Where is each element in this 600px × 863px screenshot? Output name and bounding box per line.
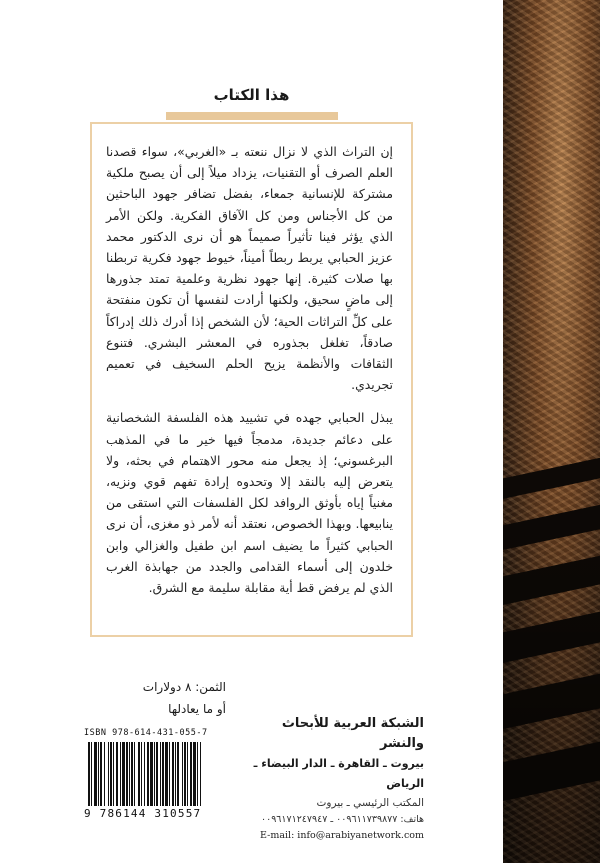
barcode-bar (100, 742, 102, 806)
blurb-paragraph-1: إن التراث الذي لا نزال ننعته بـ «الغربي»، سواء قصدنا العلم الصرف أو التقنيات، يزداد ميلاً إلى أن يصبح ملكية مشتركة للإنسانية جمعاء، بفضل تضافر جهود الباحثين من كل الأجناس ومن كل الآفاق الفكرية. ولكن الأمر الذي يؤثر فينا تأثيراً صميماً هو أن نرى الدكتور محمد عزيز الحبابي يربط ربطاً أميناً، خيوط جهود فكرية تربطنا بها صلات كثيرة. إنها جهود نظرية وعلمية تمتد جذورها إلى ماضٍ سحيق، ولكنها أرادت لنفسها أن تكون منفتحة على كلِّ التراثات الحية؛ لأن الشخص إذا أدرك ذلك إدراكاً صادقاً، تغلغل بجذوره في المعشر البشري. فتنوع الثقافات والأنظمة يزيح الحلم السخيف في تعميم تجريدي. (106, 144, 393, 393)
barcode-bar (147, 742, 149, 806)
publisher-email: E-mail: info@arabiyanetwork.com (260, 830, 424, 841)
barcode-bar (98, 742, 99, 806)
barcode-bar (193, 742, 196, 806)
barcode-bar (172, 742, 174, 806)
isbn-label: ISBN 978-614-431-055-7 (84, 728, 208, 738)
barcode-bar (165, 742, 168, 806)
barcode-bar (182, 742, 183, 806)
barcode-bar (197, 742, 198, 806)
barcode-area (84, 727, 230, 835)
barcode-bar (184, 742, 186, 806)
barcode-graphic (84, 742, 230, 806)
publisher-cities: بيروت ـ القاهرة ـ الدار البيضاء ـ الرياض (253, 757, 424, 790)
barcode-bar (88, 742, 90, 806)
barcode-bar (94, 742, 97, 806)
photo-shade (503, 460, 600, 863)
barcode-bar (144, 742, 145, 806)
barcode-bar (177, 742, 179, 806)
barcode-bar (116, 742, 118, 806)
barcode-bar (122, 742, 125, 806)
barcode-bar (160, 742, 161, 806)
barcode-bar (91, 742, 92, 806)
barcode-bar (162, 742, 164, 806)
barcode-bar (175, 742, 176, 806)
barcode-bar (108, 742, 109, 806)
price-line: الثمن: ٨ دولارات (142, 680, 226, 694)
barcode-bar (169, 742, 170, 806)
publisher-name: الشبكة العربية للأبحاث والنشر (281, 716, 424, 751)
blurb-box (90, 122, 413, 637)
barcode-bar (131, 742, 133, 806)
cover-photo-strip (503, 0, 600, 863)
barcode-bar (104, 742, 105, 806)
barcode-bar (150, 742, 153, 806)
barcode-digits: 9 786144 310557 (84, 807, 202, 820)
barcode-bar (113, 742, 114, 806)
price-block (86, 676, 226, 720)
barcode-bar (134, 742, 135, 806)
barcode-bar (110, 742, 112, 806)
barcode-bar (141, 742, 142, 806)
barcode-bar (156, 742, 158, 806)
title-accent-bar (166, 112, 338, 120)
publisher-block (236, 714, 424, 844)
barcode-bar (129, 742, 130, 806)
section-title: هذا الكتاب (213, 86, 290, 104)
barcode-bar (138, 742, 140, 806)
barcode-bar (120, 742, 121, 806)
barcode-bar (154, 742, 155, 806)
barcode-bar (190, 742, 192, 806)
publisher-phone: هاتف: ٠٠٩٦١١٧٣٩٨٧٧ ـ ٠٠٩٦١٧١٢٤٧٩٤٧ (260, 814, 424, 825)
barcode-bar (126, 742, 128, 806)
publisher-office: المكتب الرئيسي ـ بيروت (316, 797, 424, 809)
price-equivalent: أو ما يعادلها (168, 702, 226, 716)
barcode-bar (187, 742, 188, 806)
barcode-bar (200, 742, 201, 806)
blurb-paragraph-2: يبذل الحبابي جهده في تشييد هذه الفلسفة الشخصانية على دعائم جديدة، مدمجاً فيها خير ما في المذهب البرغسوني؛ إذ يجعل منه محور الاهتمام في بحثه، ولا يتعرض إليه بالنقد إلا وتحدوه إرادة تفهم قوي ونزيه، مغنياً إياه بأوثق الروافد لكل الفلسفات التي استقى من ينابيعها. وبهذا الخصوص، نعتقد أنه لأمر ذو مغزى، أن نرى الحبابي كثيراً ما يضيف اسم ابن طفيل والغزالي وابن خلدون إلى أسماء القدامى والجدد من جهابذة الغرب الذي لم يرفض قط أية مقابلة سليمة مع الشرق. (106, 410, 393, 596)
